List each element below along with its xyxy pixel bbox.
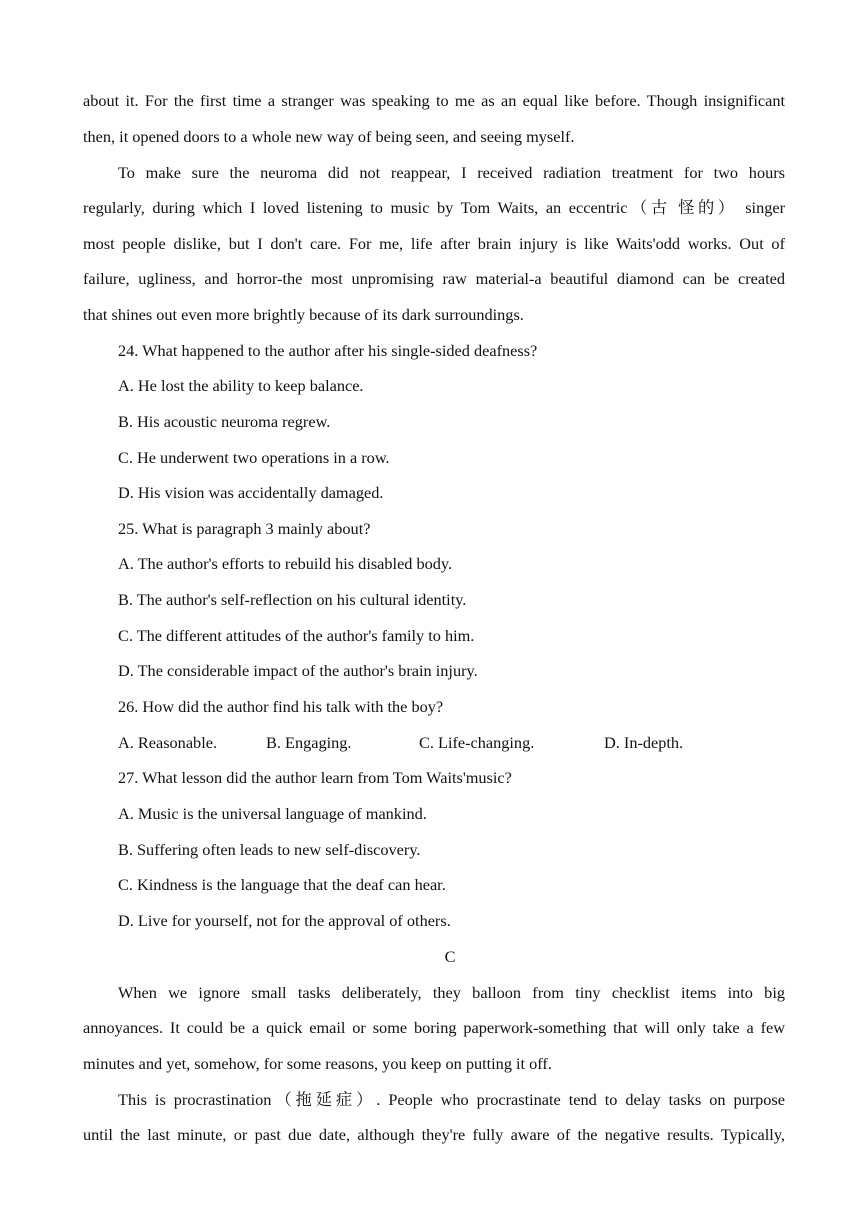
passage-line: that shines out even more brightly because of its dark surroundings. [83,305,524,324]
question-stem: 24. What happened to the author after his single-sided deafness? [118,341,538,360]
passage-line: To make sure the neuroma did not reappear, I received radiation treatment for two hours [118,163,785,182]
passage-line: When we ignore small tasks deliberately, they balloon from tiny checklist items into big [118,983,785,1002]
answer-option: D. In-depth. [604,733,684,752]
answer-option: B. The author's self-reflection on his cultural identity. [118,590,467,609]
answer-option: D. The considerable impact of the author's brain injury. [118,661,478,680]
passage-line: minutes and yet, somehow, for some reasons, you keep on putting it off. [83,1054,552,1073]
passage-line: failure, ugliness, and horror-the most unpromising raw material-a beautiful diamond can be created [83,269,785,288]
answer-option: A. He lost the ability to keep balance. [118,376,364,395]
answer-option: A. Reasonable. [118,733,218,752]
passage-line: about it. For the first time a stranger was speaking to me as an equal like before. Though insignificant [83,91,785,110]
passage-line: This is procrastination（拖延症）. People who procrastinate tend to delay tasks on purpose [118,1090,785,1109]
answer-option: D. Live for yourself, not for the approval of others. [118,911,451,930]
passage-line: until the last minute, or past due date, although they're fully aware of the negative results. Typically, [83,1125,785,1144]
answer-option: C. The different attitudes of the author's family to him. [118,626,475,645]
question-stem: 27. What lesson did the author learn from Tom Waits'music? [118,768,512,787]
answer-option: C. Life-changing. [419,733,535,752]
passage-line: regularly, during which I loved listening to music by Tom Waits, an eccentric（古 怪的） singer [83,198,785,217]
question-stem: 26. How did the author find his talk with the boy? [118,697,444,716]
answer-option: C. Kindness is the language that the deaf can hear. [118,875,446,894]
passage-line: most people dislike, but I don't care. For me, life after brain injury is like Waits'odd works. Out of [83,234,785,253]
answer-option: B. Suffering often leads to new self-discovery. [118,840,421,859]
passage-line: then, it opened doors to a whole new way of being seen, and seeing myself. [83,127,575,146]
answer-option: C. He underwent two operations in a row. [118,448,390,467]
answer-option: A. The author's efforts to rebuild his disabled body. [118,554,453,573]
question-stem: 25. What is paragraph 3 mainly about? [118,519,371,538]
answer-option: A. Music is the universal language of mankind. [118,804,427,823]
answer-option: B. His acoustic neuroma regrew. [118,412,331,431]
answer-option: D. His vision was accidentally damaged. [118,483,384,502]
answer-option: B. Engaging. [266,733,352,752]
section-heading: C [444,947,456,966]
passage-line: annoyances. It could be a quick email or some boring paperwork-something that will only take a few [83,1018,785,1037]
